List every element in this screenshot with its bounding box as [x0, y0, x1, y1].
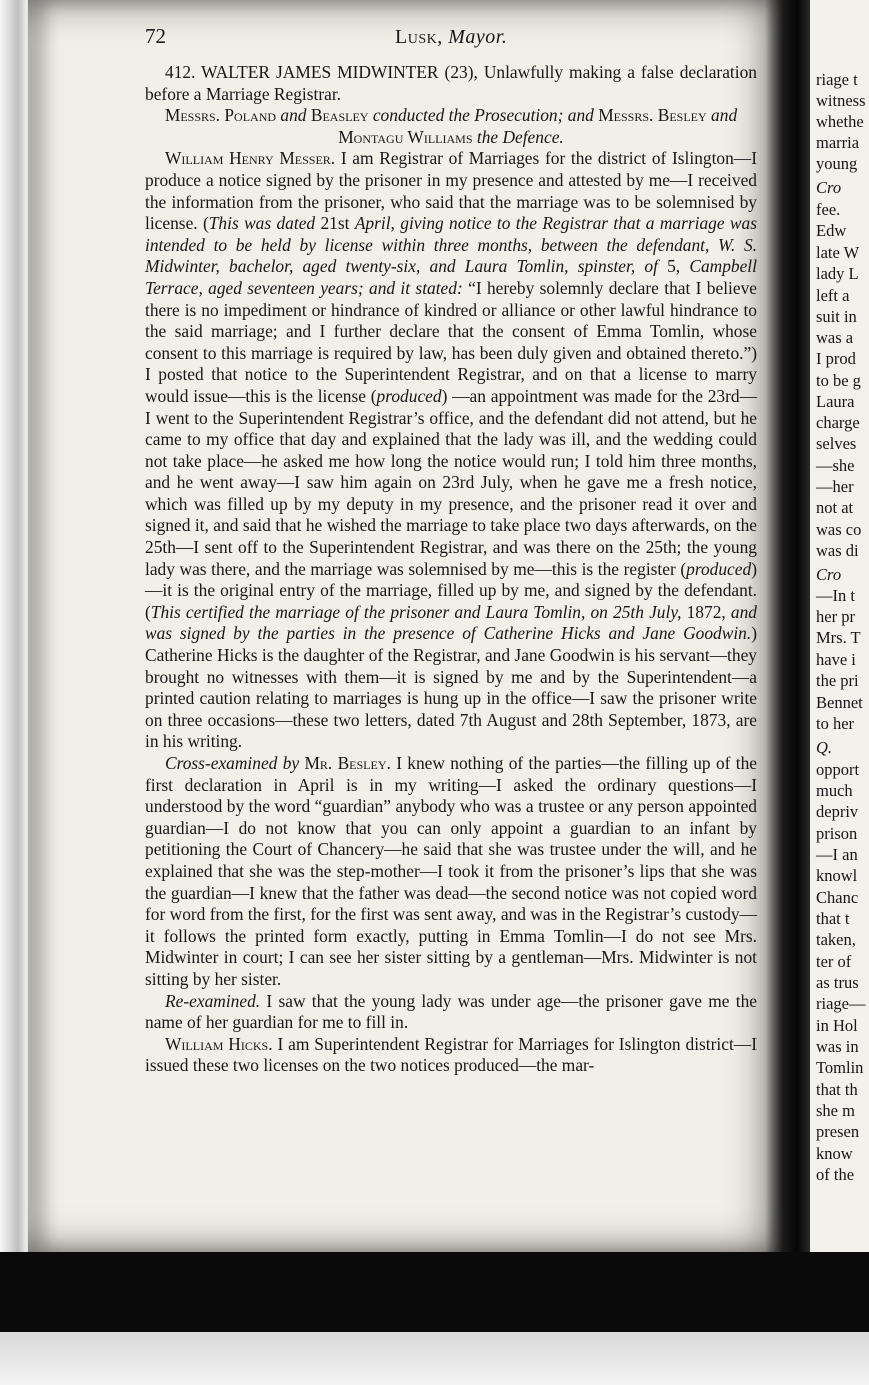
messer-date-1: 21st: [320, 213, 350, 234]
adjacent-page-line: —I an: [816, 845, 858, 864]
adjacent-page-line: much: [816, 781, 853, 800]
paragraph-hicks: [145, 1034, 757, 1077]
adjacent-page-line: Chanc: [816, 888, 859, 907]
messer-produced-2: produced: [686, 558, 752, 579]
adjacent-page-line: to her: [816, 714, 855, 733]
paragraph-cross-examination: [145, 753, 757, 991]
adjacent-page-line: lady L: [816, 264, 859, 283]
reexam-text: I saw that the young lady was under age—the prisoner gave me the name of her guardian for me to fill in.: [145, 990, 757, 1033]
adjacent-page-line: that t: [816, 909, 850, 928]
adjacent-page-line: opport: [816, 760, 860, 779]
messer-year: 1872,: [686, 601, 726, 622]
messer-italic-5: and was signed by the parties in the presence of Catherine Hicks and Jane Goodwin.: [145, 601, 757, 644]
adjacent-page-line: fee.: [816, 200, 841, 219]
adjacent-page-line: Mrs. T: [816, 628, 861, 647]
adjacent-page-line: Edw: [816, 221, 847, 240]
adjacent-page-line: know: [816, 1144, 853, 1163]
adjacent-page-line: whethe: [816, 112, 864, 131]
adjacent-page-line: was co: [816, 520, 862, 539]
adjacent-page-line: Tomlin: [816, 1058, 864, 1077]
bottom-shadow-band: [0, 1252, 869, 1332]
adjacent-page-line: the pri: [816, 671, 859, 690]
adjacent-page-line: Laura: [816, 392, 855, 411]
adjacent-page-line: I prod: [816, 349, 856, 368]
adjacent-page-line: in Hol: [816, 1016, 858, 1035]
adjacent-page-line: that th: [816, 1080, 858, 1099]
hicks-text: I am Superintendent Registrar for Marriages for Islington district—I issued these two licenses on the two notices produced—the mar-: [145, 1033, 757, 1076]
adjacent-page-line: young: [816, 154, 858, 173]
adjacent-page-line: her pr: [816, 607, 855, 626]
adjacent-page-line: ter of: [816, 952, 852, 971]
defence-and: and: [711, 105, 738, 126]
reexam-label: Re-examined.: [165, 990, 261, 1011]
adjacent-page-line: of the: [816, 1165, 855, 1184]
case-heading: 412. WALTER JAMES MIDWINTER (23), Unlawfully making a false declaration before a Marriage Registrar.: [145, 62, 757, 104]
defence-role: the Defence.: [476, 126, 564, 147]
adjacent-page-line: marria: [816, 133, 860, 152]
adjacent-page-line: selves: [816, 434, 857, 453]
paragraph-re-examination: [145, 991, 757, 1034]
page-gutter-shadow: [765, 0, 810, 1252]
adjacent-page-fragment: [810, 0, 869, 1252]
defence-counsel-prefix: Messrs.: [598, 105, 654, 126]
adjacent-page-line: left a: [816, 286, 850, 305]
adjacent-page-line: suit in: [816, 307, 857, 326]
adjacent-page-line: was in: [816, 1037, 859, 1056]
messer-text-3: ) —an appointment was made for the 23rd—I went to the Superintendent Registrar’s office, and the defendant did not attend, but he came to my office that day and explained that the lady was ill, and the wedding could not take place—he asked me how long the notice would run; I told him three months, and he went away—I saw him again on 23rd July, when he gave me a fresh notice, which was filled up by my deputy in my presence, and the prisoner read it over and signed it, and said that he wished the marriage to take place two days afterwards, on the 25th—I sent off to the Superintendent Registrar, and was there on the 25th; the young lady was there, and the marriage was solemnised by me—this is the register (: [145, 385, 758, 579]
messer-produced: produced: [376, 385, 442, 406]
adjacent-page-line: riage—: [816, 994, 866, 1013]
adjacent-page-line: was a: [816, 328, 854, 347]
messer-text-5: ) Catherine Hicks is the daughter of the Registrar, and Jane Goodwin is his servant—they brought no witnesses with them—it is signed by me and by the Superintendent—a printed caution relating to marriages is hung up in the office—I saw the prisoner write on three occasions—these two letters, dated 7th August and 28th September, 1873, are in his writing.: [145, 623, 757, 752]
adjacent-page-line: taken,: [816, 930, 856, 949]
adjacent-page-line: was di: [816, 541, 859, 560]
messer-text-1: I am Registrar of Marriages for the district of Islington—I produce a notice signed by the prisoner in my presence and attested by me—I received the information from the prisoner, who said that the marriage was to be solemnised by license. (: [145, 148, 757, 234]
page-number: 72: [145, 24, 166, 48]
paragraph-messer: [145, 148, 757, 753]
defence-counsel: Besley: [657, 105, 707, 126]
messer-italic-1: This was dated: [208, 213, 316, 234]
adjacent-page-line: as trus: [816, 973, 859, 992]
messer-addr-num: 5,: [667, 256, 681, 277]
adjacent-page-line: —she: [816, 456, 855, 475]
running-head-name: Lusk,: [395, 26, 443, 48]
messer-text-4: )—it is the original entry of the marriage, filled up by me, and signed by the defendant. (: [145, 558, 757, 622]
defence-counsel-2: Montagu Williams: [338, 126, 473, 147]
adjacent-page-line: Cro: [816, 565, 842, 584]
cross-counsel: Mr. Besley.: [304, 753, 391, 773]
adjacent-page-line: charge: [816, 413, 860, 432]
adjacent-page-line: presen: [816, 1122, 860, 1141]
adjacent-page-line: riage t: [816, 70, 858, 89]
adjacent-page-line: prison: [816, 824, 858, 843]
messer-italic-3: Campbell Terrace, aged seventeen years; and it stated:: [145, 256, 757, 298]
adjacent-page-line: witness: [816, 91, 866, 110]
prosecution-and: and: [280, 105, 307, 126]
bottom-page-edge: [0, 1332, 869, 1385]
adjacent-page-line: Cro: [816, 178, 842, 197]
adjacent-page-line: knowl: [816, 866, 858, 885]
adjacent-page-line: —her: [816, 477, 854, 496]
prosecution-counsel: Messrs. Poland: [164, 105, 277, 126]
cross-label: Cross-examined by: [165, 753, 300, 773]
prosecution-counsel-2: Beasley: [310, 105, 369, 126]
messer-italic-4: This certified the marriage of the prisoner and Laura Tomlin, on 25th July,: [150, 601, 682, 622]
prosecution-role: conducted the Prosecution; and: [372, 105, 594, 126]
adjacent-page-line: to be g: [816, 371, 861, 390]
running-head: [395, 26, 507, 49]
adjacent-page-line: late W: [816, 243, 860, 262]
adjacent-page-line: depriv: [816, 802, 859, 821]
adjacent-page-line: Bennet: [816, 693, 863, 712]
adjacent-page-line: have i: [816, 650, 856, 669]
adjacent-page-line: not at: [816, 498, 854, 517]
counsel-line: [145, 105, 757, 148]
cross-text: I knew nothing of the parties—the filling up of the first declaration in April is in my writing—I asked the ordinary questions—I understood by the word “guardian” anybody who was a trustee or any person appointed guardian—I do not know that you can only appoint a guardian to an infant by petitioning the Court of Chancery—he said that she was trustee under the will, and he explained that she was the step-mother—I took it from the prisoner’s lips that she was the guardian—I knew that the father was dead—the second notice was not copied word for word from the first, for the first was sent away, and was in the Registrar’s custody—it follows the printed form exactly, putting in Emma Tomlin—I do not see Mrs. Midwinter in court; I can see her sister sitting by a gentleman—Mrs. Midwinter is not sitting by her sister.: [145, 753, 757, 989]
messer-text-2: “I hereby solemnly declare that I believe there is no impediment or hindrance of kindred or alliance or other lawful hindrance to the said marriage; and I further declare that the consent of Emma Tomlin, whose consent to this marriage is required by law, has been duly given and obtained thereto.”) I posted that notice to the Superintendent Registrar, and on that a license to marry would issue—this is the license (: [145, 277, 757, 406]
page-body-text: [145, 62, 757, 1077]
adjacent-page-line: Q.: [816, 738, 833, 757]
running-head-title: Mayor.: [448, 26, 508, 48]
adjacent-page-line: she m: [816, 1101, 855, 1120]
witness-name-messer: William Henry Messer.: [165, 148, 336, 169]
messer-italic-2: April, giving notice to the Registrar that a marriage was intended to be held by license within three months, between the defendant, W. S. Midwinter, bachelor, aged twenty-six, and Laura Tomlin, spinster, of: [145, 213, 757, 277]
witness-name-hicks: William Hicks.: [165, 1033, 273, 1054]
adjacent-page-line: —In t: [816, 586, 855, 605]
